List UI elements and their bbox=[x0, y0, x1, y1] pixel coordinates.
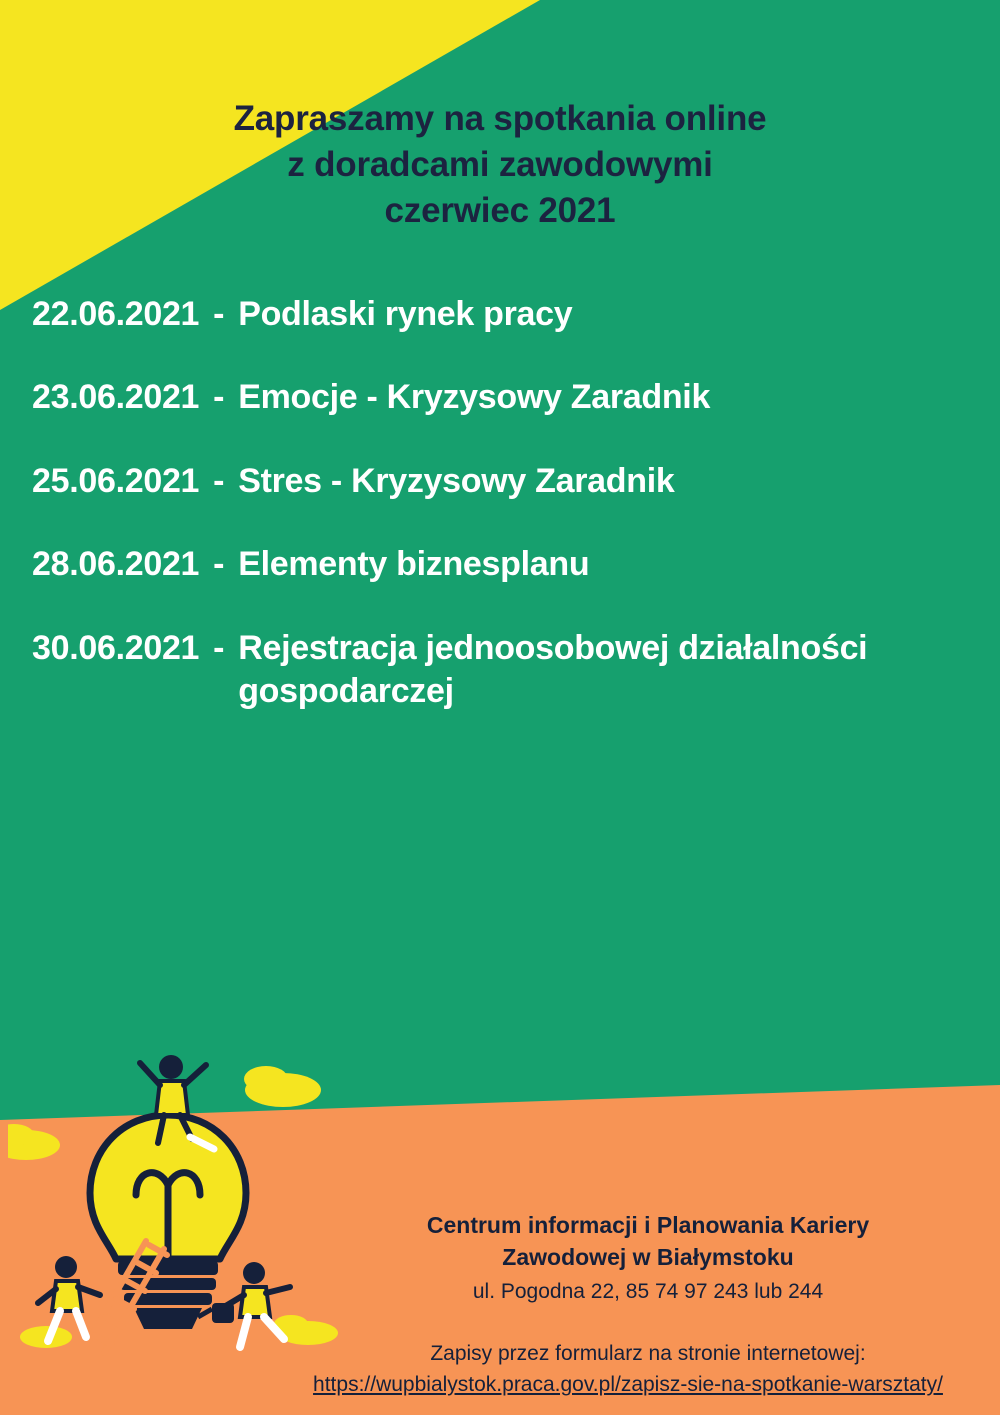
session-dash: - bbox=[213, 628, 225, 667]
session-date: 25.06.2021 bbox=[32, 461, 200, 500]
headline-line-2: z doradcami zawodowymi bbox=[287, 145, 713, 185]
session-date: 30.06.2021 bbox=[32, 628, 200, 667]
session-date: 22.06.2021 bbox=[32, 294, 200, 333]
headline-line-3: czerwiec 2021 bbox=[384, 191, 616, 231]
session-title: Emocje - Kryzysowy Zaradnik bbox=[238, 378, 711, 417]
address-line: ul. Pogodna 22, 85 74 97 243 lub 244 bbox=[472, 1280, 824, 1303]
organization-line-1: Centrum informacji i Planowania Kariery bbox=[426, 1211, 870, 1238]
list-item bbox=[32, 460, 968, 504]
session-title: Podlaski rynek pracy bbox=[238, 294, 573, 333]
list-item bbox=[32, 376, 968, 420]
signup-link[interactable]: https://wupbialystok.praca.gov.pl/zapisz-sie-na-spotkanie-warsztaty/ bbox=[313, 1373, 943, 1396]
session-dash: - bbox=[213, 461, 225, 500]
footer-contact-block bbox=[313, 1209, 978, 1397]
signup-instruction: Zapisy przez formularz na stronie internetowej: bbox=[430, 1341, 866, 1365]
list-item bbox=[32, 293, 968, 337]
session-title: Stres - Kryzysowy Zaradnik bbox=[238, 461, 675, 500]
organization-line-2: Zawodowej w Białymstoku bbox=[502, 1244, 794, 1271]
organization-name bbox=[318, 1209, 978, 1274]
session-title: Elementy biznesplanu bbox=[238, 545, 590, 584]
session-date: 28.06.2021 bbox=[32, 545, 200, 584]
session-dash: - bbox=[213, 294, 225, 333]
headline-line-1: Zapraszamy na spotkania online bbox=[233, 99, 767, 138]
page-title bbox=[0, 0, 1000, 235]
list-item bbox=[32, 627, 968, 714]
session-date: 23.06.2021 bbox=[32, 378, 200, 417]
lightbulb-with-people-illustration bbox=[8, 1045, 348, 1375]
session-dash: - bbox=[213, 545, 225, 584]
list-item bbox=[32, 543, 968, 587]
session-dash: - bbox=[213, 378, 225, 417]
session-title: Rejestracja jednoosobowej działalności gospodarczej bbox=[238, 628, 868, 711]
session-list bbox=[0, 293, 1000, 714]
